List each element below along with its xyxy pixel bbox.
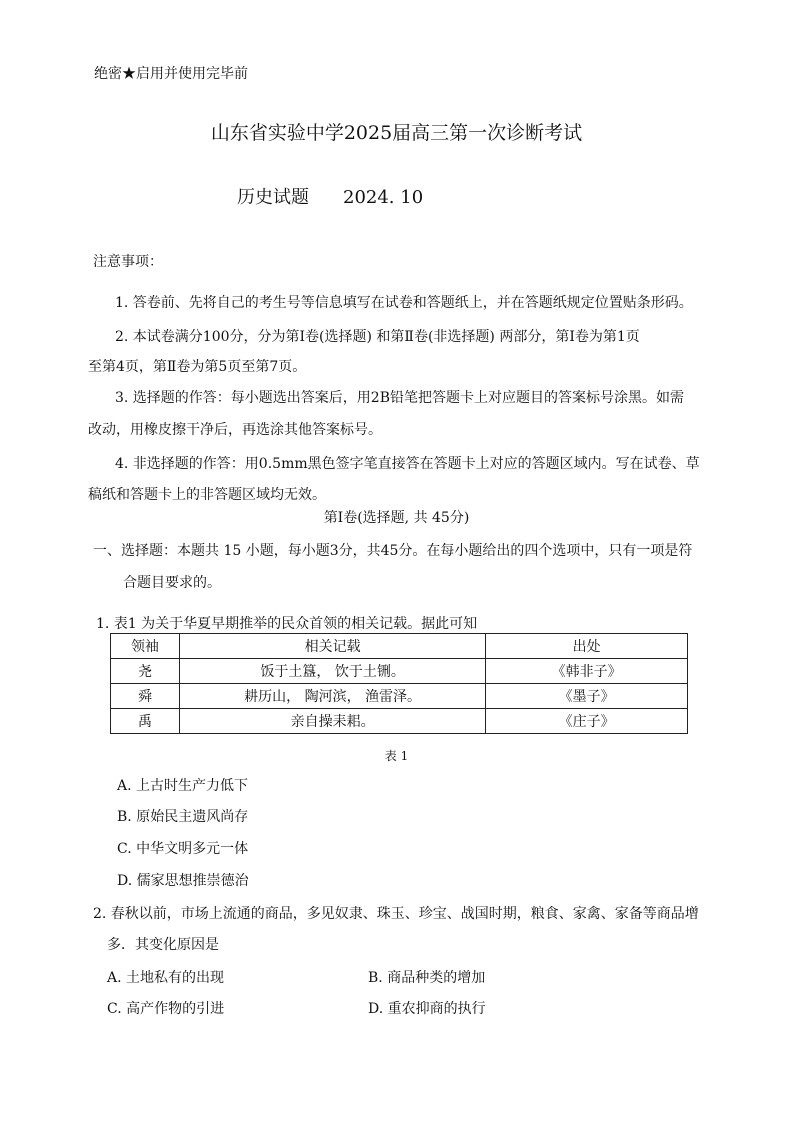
notice-heading: 注意事项： <box>93 254 163 270</box>
q2-option-a: A. 土地私有的出现 <box>107 970 225 986</box>
q1-option-b: B. 原始民主遗风尚存 <box>117 809 249 825</box>
question-2-stem: 2. 春秋以前，市场上流通的商品，多见奴隶、珠玉、珍宝、战国时期，粮食、家禽、家备等商品增 <box>93 906 699 922</box>
table-cell: 舜 <box>111 684 180 709</box>
q2-option-c: C. 高产作物的引进 <box>107 1001 225 1017</box>
question-2-stem-cont: 多．其变化原因是 <box>107 937 219 953</box>
table-cell: 亲自操耒耜。 <box>179 709 485 734</box>
notice-item-3-cont: 改动，用橡皮擦干净后，再选涂其他答案标号。 <box>88 422 382 438</box>
secrecy-label: 绝密★启用并使用完毕前 <box>94 66 248 82</box>
table-header-cell: 出处 <box>486 634 688 659</box>
notice-item-4: 4. 非选择题的作答：用0.5mm黑色签字笔直接答在答题卡上对应的答题区域内。写在试卷、草 <box>115 456 700 472</box>
table-row <box>111 659 688 684</box>
q1-option-c: C. 中华文明多元一体 <box>117 841 249 857</box>
question-1-stem: 1. 表1 为关于华夏早期推举的民众首领的相关记载。据此可知 <box>96 616 478 632</box>
exam-title: 山东省实验中学2025届高三第一次诊断考试 <box>210 122 583 144</box>
table-cell: 《韩非子》 <box>486 659 688 684</box>
table-header-cell: 相关记载 <box>179 634 485 659</box>
table-cell: 尧 <box>111 659 180 684</box>
table-header-row <box>111 634 688 659</box>
table-row <box>111 684 688 709</box>
table-cell: 《庄子》 <box>486 709 688 734</box>
notice-item-1: 1. 答卷前、先将自己的考生号等信息填写在试卷和答题纸上，并在答题纸规定位置贴条形码。 <box>115 295 693 311</box>
notice-item-4-cont: 稿纸和答题卡上的非答题区域均无效。 <box>88 487 326 503</box>
exam-date: 2024. 10 <box>343 187 424 208</box>
notice-item-2: 2. 本试卷满分100分，分为第Ⅰ卷(选择题) 和第Ⅱ卷(非选择题) 两部分，第Ⅰ卷为第1页 <box>115 329 640 345</box>
notice-item-3: 3. 选择题的作答：每小题选出答案后，用2B铅笔把答题卡上对应题目的答案标号涂黑。如需 <box>115 390 685 406</box>
table-row <box>111 709 688 734</box>
q2-option-b: B. 商品种类的增加 <box>368 970 486 986</box>
table-header-cell: 领袖 <box>111 634 180 659</box>
subject-label: 历史试题 <box>237 187 309 208</box>
table-cell: 耕历山， 陶河滨， 渔雷泽。 <box>179 684 485 709</box>
table-caption: 表 1 <box>384 749 409 763</box>
table-cell: 饭于土簋， 饮于土铏。 <box>179 659 485 684</box>
q2-option-d: D. 重农抑商的执行 <box>368 1001 486 1017</box>
part1-instruction: 一、选择题：本题共 15 小题，每小题3分，共45分。在每小题给出的四个选项中，只有一项是符 <box>93 543 693 559</box>
table-cell: 《墨子》 <box>486 684 688 709</box>
q1-option-a: A. 上古时生产力低下 <box>117 778 249 794</box>
table-cell: 禹 <box>111 709 180 734</box>
q1-option-d: D. 儒家思想推崇德治 <box>117 873 249 889</box>
table-1 <box>110 633 688 734</box>
part1-heading: 第Ⅰ卷(选择题, 共 45分) <box>323 510 470 526</box>
exam-subtitle <box>237 183 423 209</box>
part1-instruction-cont: 合题目要求的。 <box>123 575 221 591</box>
notice-item-2-cont: 至第4页，第Ⅱ卷为第5页至第7页。 <box>88 359 307 375</box>
